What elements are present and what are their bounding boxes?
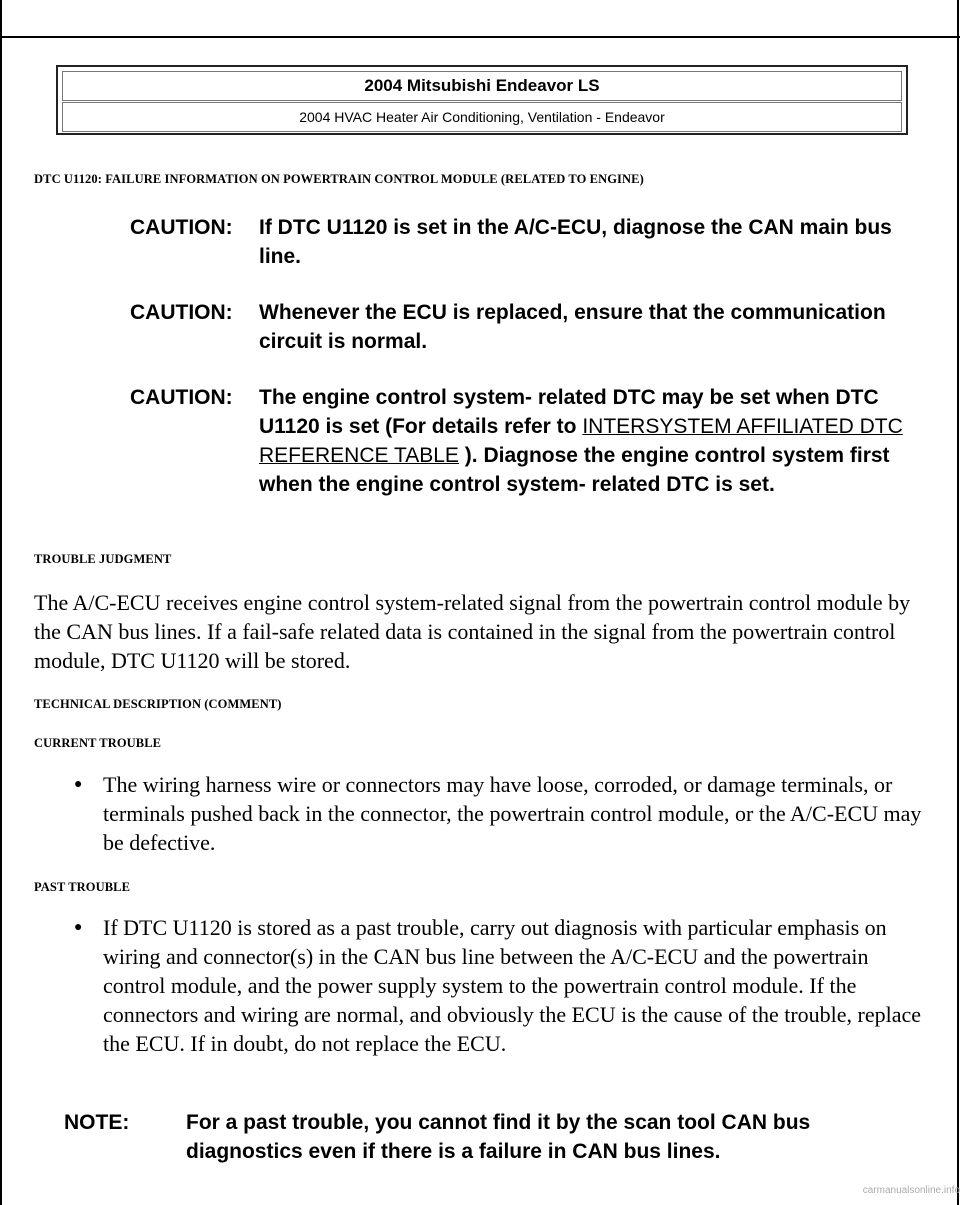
bullet-icon: ●: [74, 777, 83, 792]
trouble-judgment-heading: TROUBLE JUDGMENT: [34, 552, 172, 566]
header-subtitle: 2004 HVAC Heater Air Conditioning, Ventilation - Endeavor: [62, 102, 902, 132]
right-border: [957, 0, 959, 1205]
dtc-heading: DTC U1120: FAILURE INFORMATION ON POWERTRAIN CONTROL MODULE (RELATED TO ENGINE): [34, 172, 644, 186]
document-header: [56, 65, 908, 135]
top-border: [0, 36, 960, 38]
technical-description-heading: TECHNICAL DESCRIPTION (COMMENT): [34, 697, 282, 711]
caution-text: Whenever the ECU is replaced, ensure that the communication circuit is normal.: [259, 301, 886, 353]
left-border: [0, 0, 2, 1205]
bullet-icon: ●: [74, 920, 83, 935]
current-trouble-heading: CURRENT TROUBLE: [34, 736, 162, 750]
caution-label: CAUTION:: [130, 216, 233, 239]
dtc-reference-table-link[interactable]: INTERSYSTEM AFFILIATED DTC REFERENCE TABLE: [259, 415, 903, 467]
current-trouble-text: The wiring harness wire or connectors may have loose, corroded, or damage terminals, or terminals pushed back in the connector, the powertrain control module, or the A/C-ECU may be defective.: [103, 772, 922, 855]
caution-text: [259, 383, 909, 499]
caution-label: CAUTION:: [130, 386, 233, 409]
note-text: For a past trouble, you cannot find it by the scan tool CAN bus diagnostics even if there is a failure in CAN bus lines.: [186, 1111, 811, 1163]
caution-text: If DTC U1120 is set in the A/C-ECU, diagnose the CAN main bus line.: [259, 216, 892, 268]
caution-label: CAUTION:: [130, 301, 233, 324]
header-title: 2004 Mitsubishi Endeavor LS: [62, 71, 902, 101]
past-trouble-heading: PAST TROUBLE: [34, 880, 131, 894]
trouble-judgment-text: The A/C-ECU receives engine control system-related signal from the powertrain control module by the CAN bus lines. If a fail-safe related data is contained in the signal from the powertrain control module, DTC U1120 will be stored.: [34, 590, 911, 673]
note-label: NOTE:: [64, 1111, 130, 1134]
caution-text-after: ). Diagnose the engine control system first when the engine control system- related DTC is set.: [259, 444, 890, 496]
watermark: carmanualsonline.info: [862, 1185, 960, 1196]
past-trouble-text: If DTC U1120 is stored as a past trouble, carry out diagnosis with particular emphasis on wiring and connector(s) in the CAN bus line between the A/C-ECU and the powertrain control module, and the power supply system to the powertrain control module. If the connectors and wiring are normal, and obviously the ECU is the cause of the trouble, replace the ECU. If in doubt, do not replace the ECU.: [103, 915, 922, 1056]
caution-text-before: The engine control system- related DTC may be set when DTC U1120 is set (For details refer to: [259, 386, 879, 438]
